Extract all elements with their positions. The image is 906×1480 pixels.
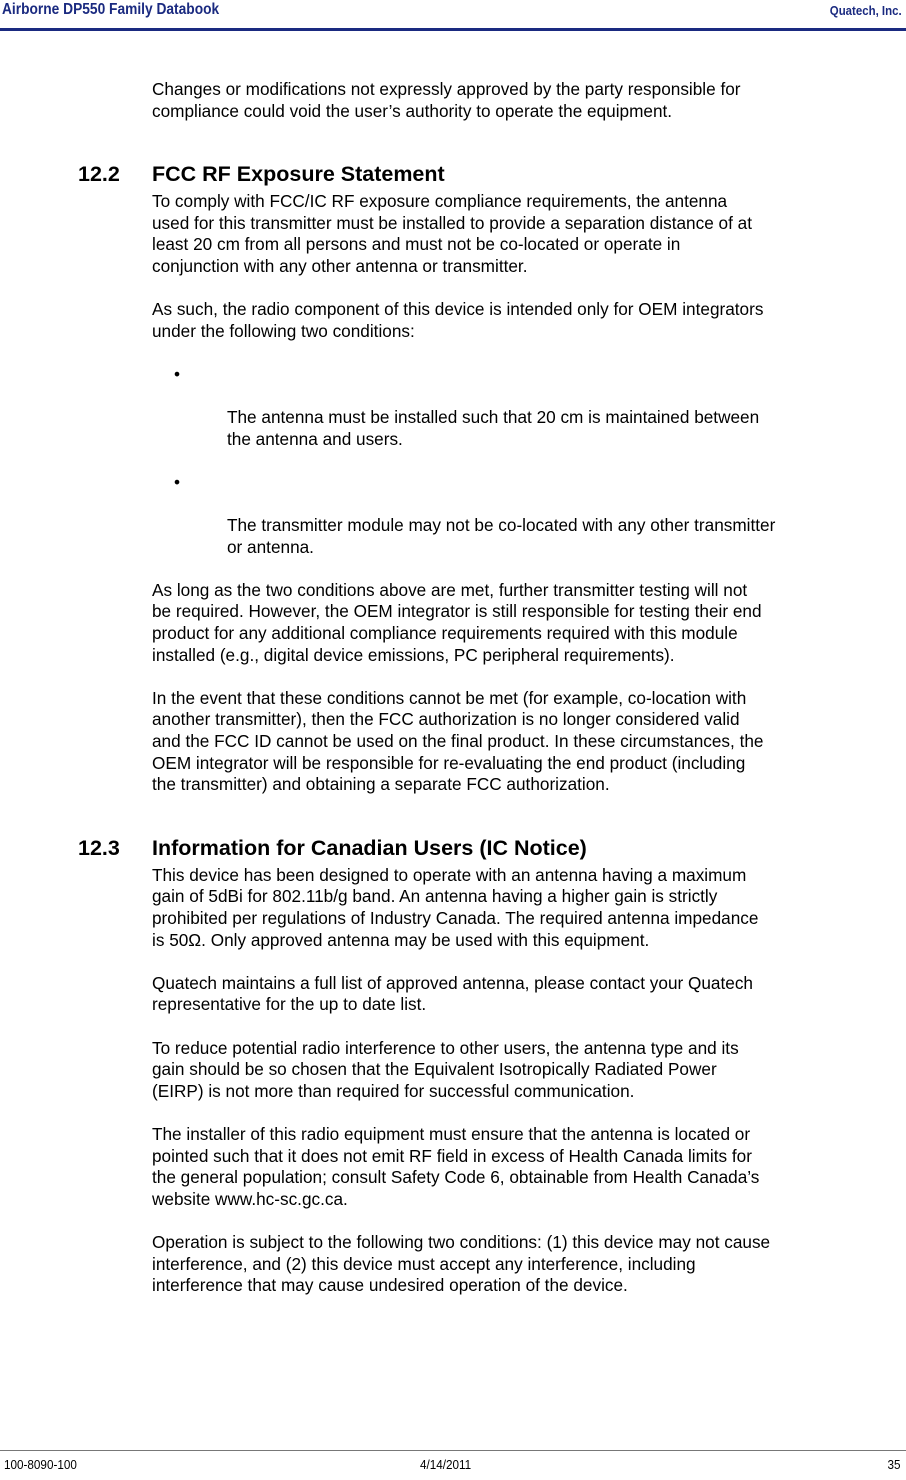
document-title: Airborne DP550 Family Databook [2, 1, 220, 18]
ic-paragraph-5: Operation is subject to the following two conditions: (1) this device may not cause interference, and (2) this device must accept any interference, including interference that may cause undesired operation of the device. [152, 1231, 771, 1296]
section-title: Information for Canadian Users (IC Notice) [152, 835, 587, 860]
list-item [152, 364, 904, 450]
page-body [78, 79, 904, 1297]
page-footer [0, 1450, 906, 1480]
fcc-paragraph-2: As such, the radio component of this device is intended only for OEM integrators under the following two conditions: [152, 299, 764, 341]
bullet-icon: • [174, 471, 181, 492]
list-item-text: The antenna must be installed such that 20 cm is maintained between the antenna and users. [227, 407, 760, 449]
page-number: 35 [886, 1457, 900, 1472]
document-date: 4/14/2011 [420, 1457, 472, 1472]
section-number: 12.2 [78, 162, 120, 187]
bullet-icon: • [174, 363, 181, 384]
ic-paragraph-1: This device has been designed to operate with an antenna having a maximum gain of 5dBi for 802.11b/g band. An antenna having a higher gain is strictly prohibited per regulations of Industry Canada. The required antenna impedance is 50Ω. Only approved antenna may be used with this equipment. [152, 864, 759, 950]
intro-paragraph: Changes or modifications not expressly approved by the party responsible for compliance could void the user’s authority to operate the equipment. [152, 79, 741, 121]
fcc-paragraph-4: In the event that these conditions cannot be met (for example, co-location with another transmitter), then the FCC authorization is no longer considered valid and the FCC ID cannot be used on the final product. In these circumstances, the OEM integrator will be responsible for re-evaluating the end product (including the transmitter) and obtaining a separate FCC authorization. [152, 687, 764, 795]
section-title: FCC RF Exposure Statement [152, 162, 445, 187]
ic-paragraph-2: Quatech maintains a full list of approved antenna, please contact your Quatech representative for the up to date list. [152, 972, 753, 1015]
section-heading-12-2 [78, 161, 904, 187]
document-number: 100-8090-100 [4, 1457, 77, 1472]
section-number: 12.3 [78, 835, 120, 860]
ic-paragraph-3: To reduce potential radio interference to other users, the antenna type and its gain should be so chosen that the Equivalent Isotropically Radiated Power (EIRP) is not more than required for successful communication. [152, 1037, 739, 1101]
ic-paragraph-4: The installer of this radio equipment must ensure that the antenna is located or pointed such that it does not emit RF field in excess of Health Canada limits for the general population; consult Safety Code 6, obtainable from Health Canada’s website www.hc-sc.gc.ca. [152, 1123, 760, 1209]
list-item-text: The transmitter module may not be co-located with any other transmitter or antenna. [227, 515, 776, 557]
list-item [152, 472, 904, 558]
fcc-paragraph-3: As long as the two conditions above are met, further transmitter testing will not be required. However, the OEM integrator is still responsible for testing their end product for any additional compliance requirements required with this module installed (e.g., digital device emissions, PC peripheral requirements). [152, 579, 762, 665]
conditions-list [152, 364, 904, 558]
page-header [0, 0, 906, 31]
fcc-paragraph-1: To comply with FCC/IC RF exposure compliance requirements, the antenna used for this transmitter must be installed to provide a separation distance of at least 20 cm from all persons and must not be co-located or operate in conjunction with any other antenna or transmitter. [152, 191, 752, 276]
company-name: Quatech, Inc. [830, 3, 902, 18]
section-heading-12-3 [78, 835, 904, 861]
